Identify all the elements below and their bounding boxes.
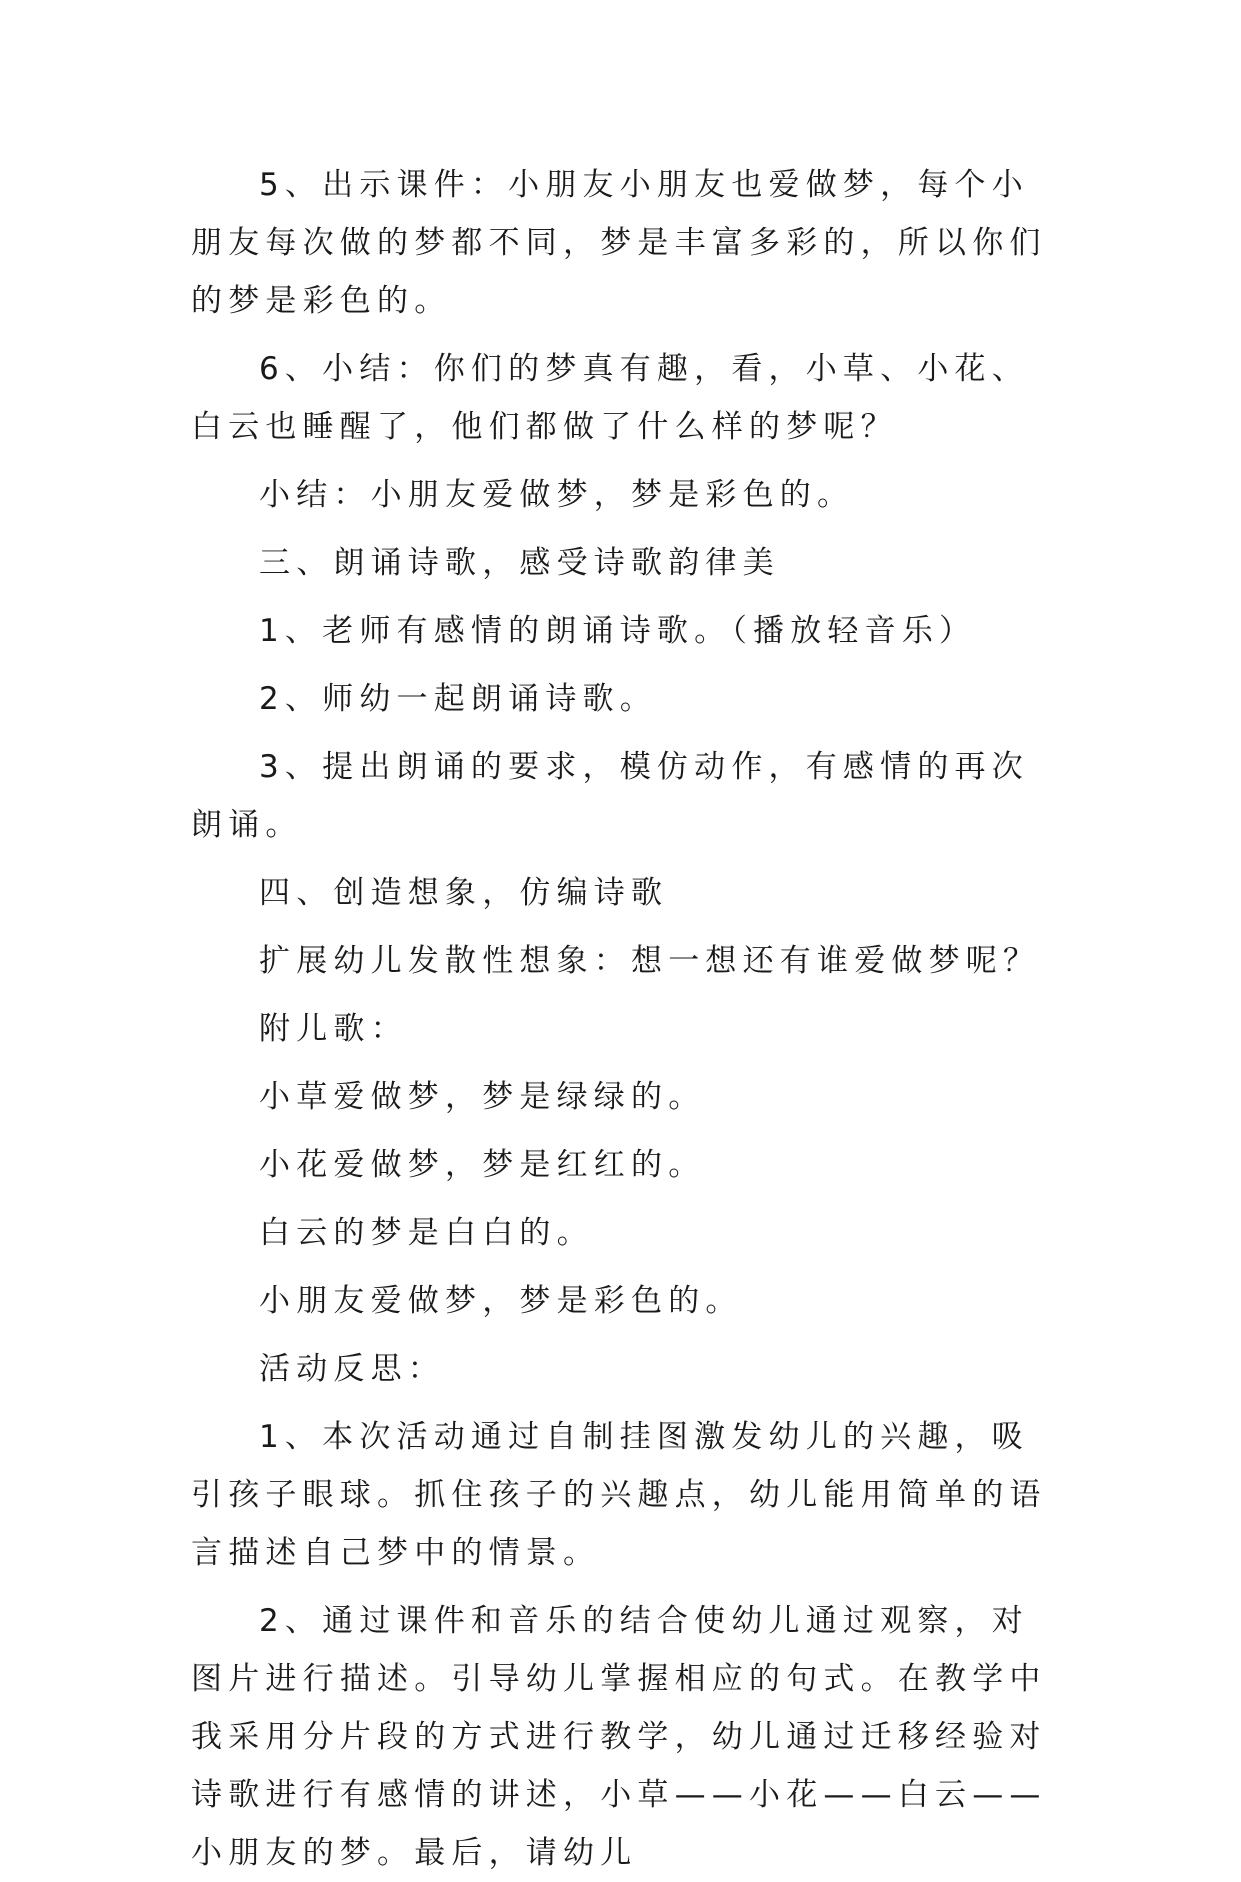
poem-line-1: 小草爱做梦，梦是绿绿的。: [259, 1079, 706, 1115]
poem-heading: 附儿歌：: [259, 1011, 408, 1047]
paragraph-6-summary: 6、小结：你们的梦真有趣，看，小草、小花、白云也睡醒了，他们都做了什么样的梦呢？: [191, 351, 1029, 445]
section-heading-4: 四、创造想象，仿编诗歌: [259, 875, 669, 911]
list-item-3: 3、提出朗诵的要求，模仿动作，有感情的再次朗诵。: [191, 749, 1029, 843]
poem-line-3: 白云的梦是白白的。: [259, 1215, 594, 1251]
list-item-1: 1、老师有感情的朗诵诗歌。（播放轻音乐）: [259, 613, 977, 649]
reflection-item-2: 2、通过课件和音乐的结合使幼儿通过观察，对图片进行描述。引导幼儿掌握相应的句式。在教学中我采用分片段的方式进行教学，幼儿通过迁移经验对诗歌进行有感情的讲述，小草——小花——白云——小朋友的梦。最后，请幼儿: [191, 1603, 1047, 1871]
section-heading-3: 三、朗诵诗歌，感受诗歌韵律美: [259, 545, 780, 581]
document-body: [191, 156, 1051, 1882]
paragraph-summary: 小结：小朋友爱做梦，梦是彩色的。: [259, 477, 855, 513]
poem-line-4: 小朋友爱做梦，梦是彩色的。: [259, 1283, 743, 1319]
paragraph-5-courseware: 5、出示课件：小朋友小朋友也爱做梦，每个小朋友每次做的梦都不同，梦是丰富多彩的，所以你们的梦是彩色的。: [191, 167, 1047, 319]
poem-line-2: 小花爱做梦，梦是红红的。: [259, 1147, 706, 1183]
list-item-2: 2、师幼一起朗诵诗歌。: [259, 681, 657, 717]
reflection-heading: 活动反思：: [259, 1351, 445, 1387]
reflection-item-1: 1、本次活动通过自制挂图激发幼儿的兴趣，吸引孩子眼球。抓住孩子的兴趣点，幼儿能用简单的语言描述自己梦中的情景。: [191, 1419, 1047, 1571]
paragraph-extend: 扩展幼儿发散性想象：想一想还有谁爱做梦呢？: [259, 943, 1041, 979]
